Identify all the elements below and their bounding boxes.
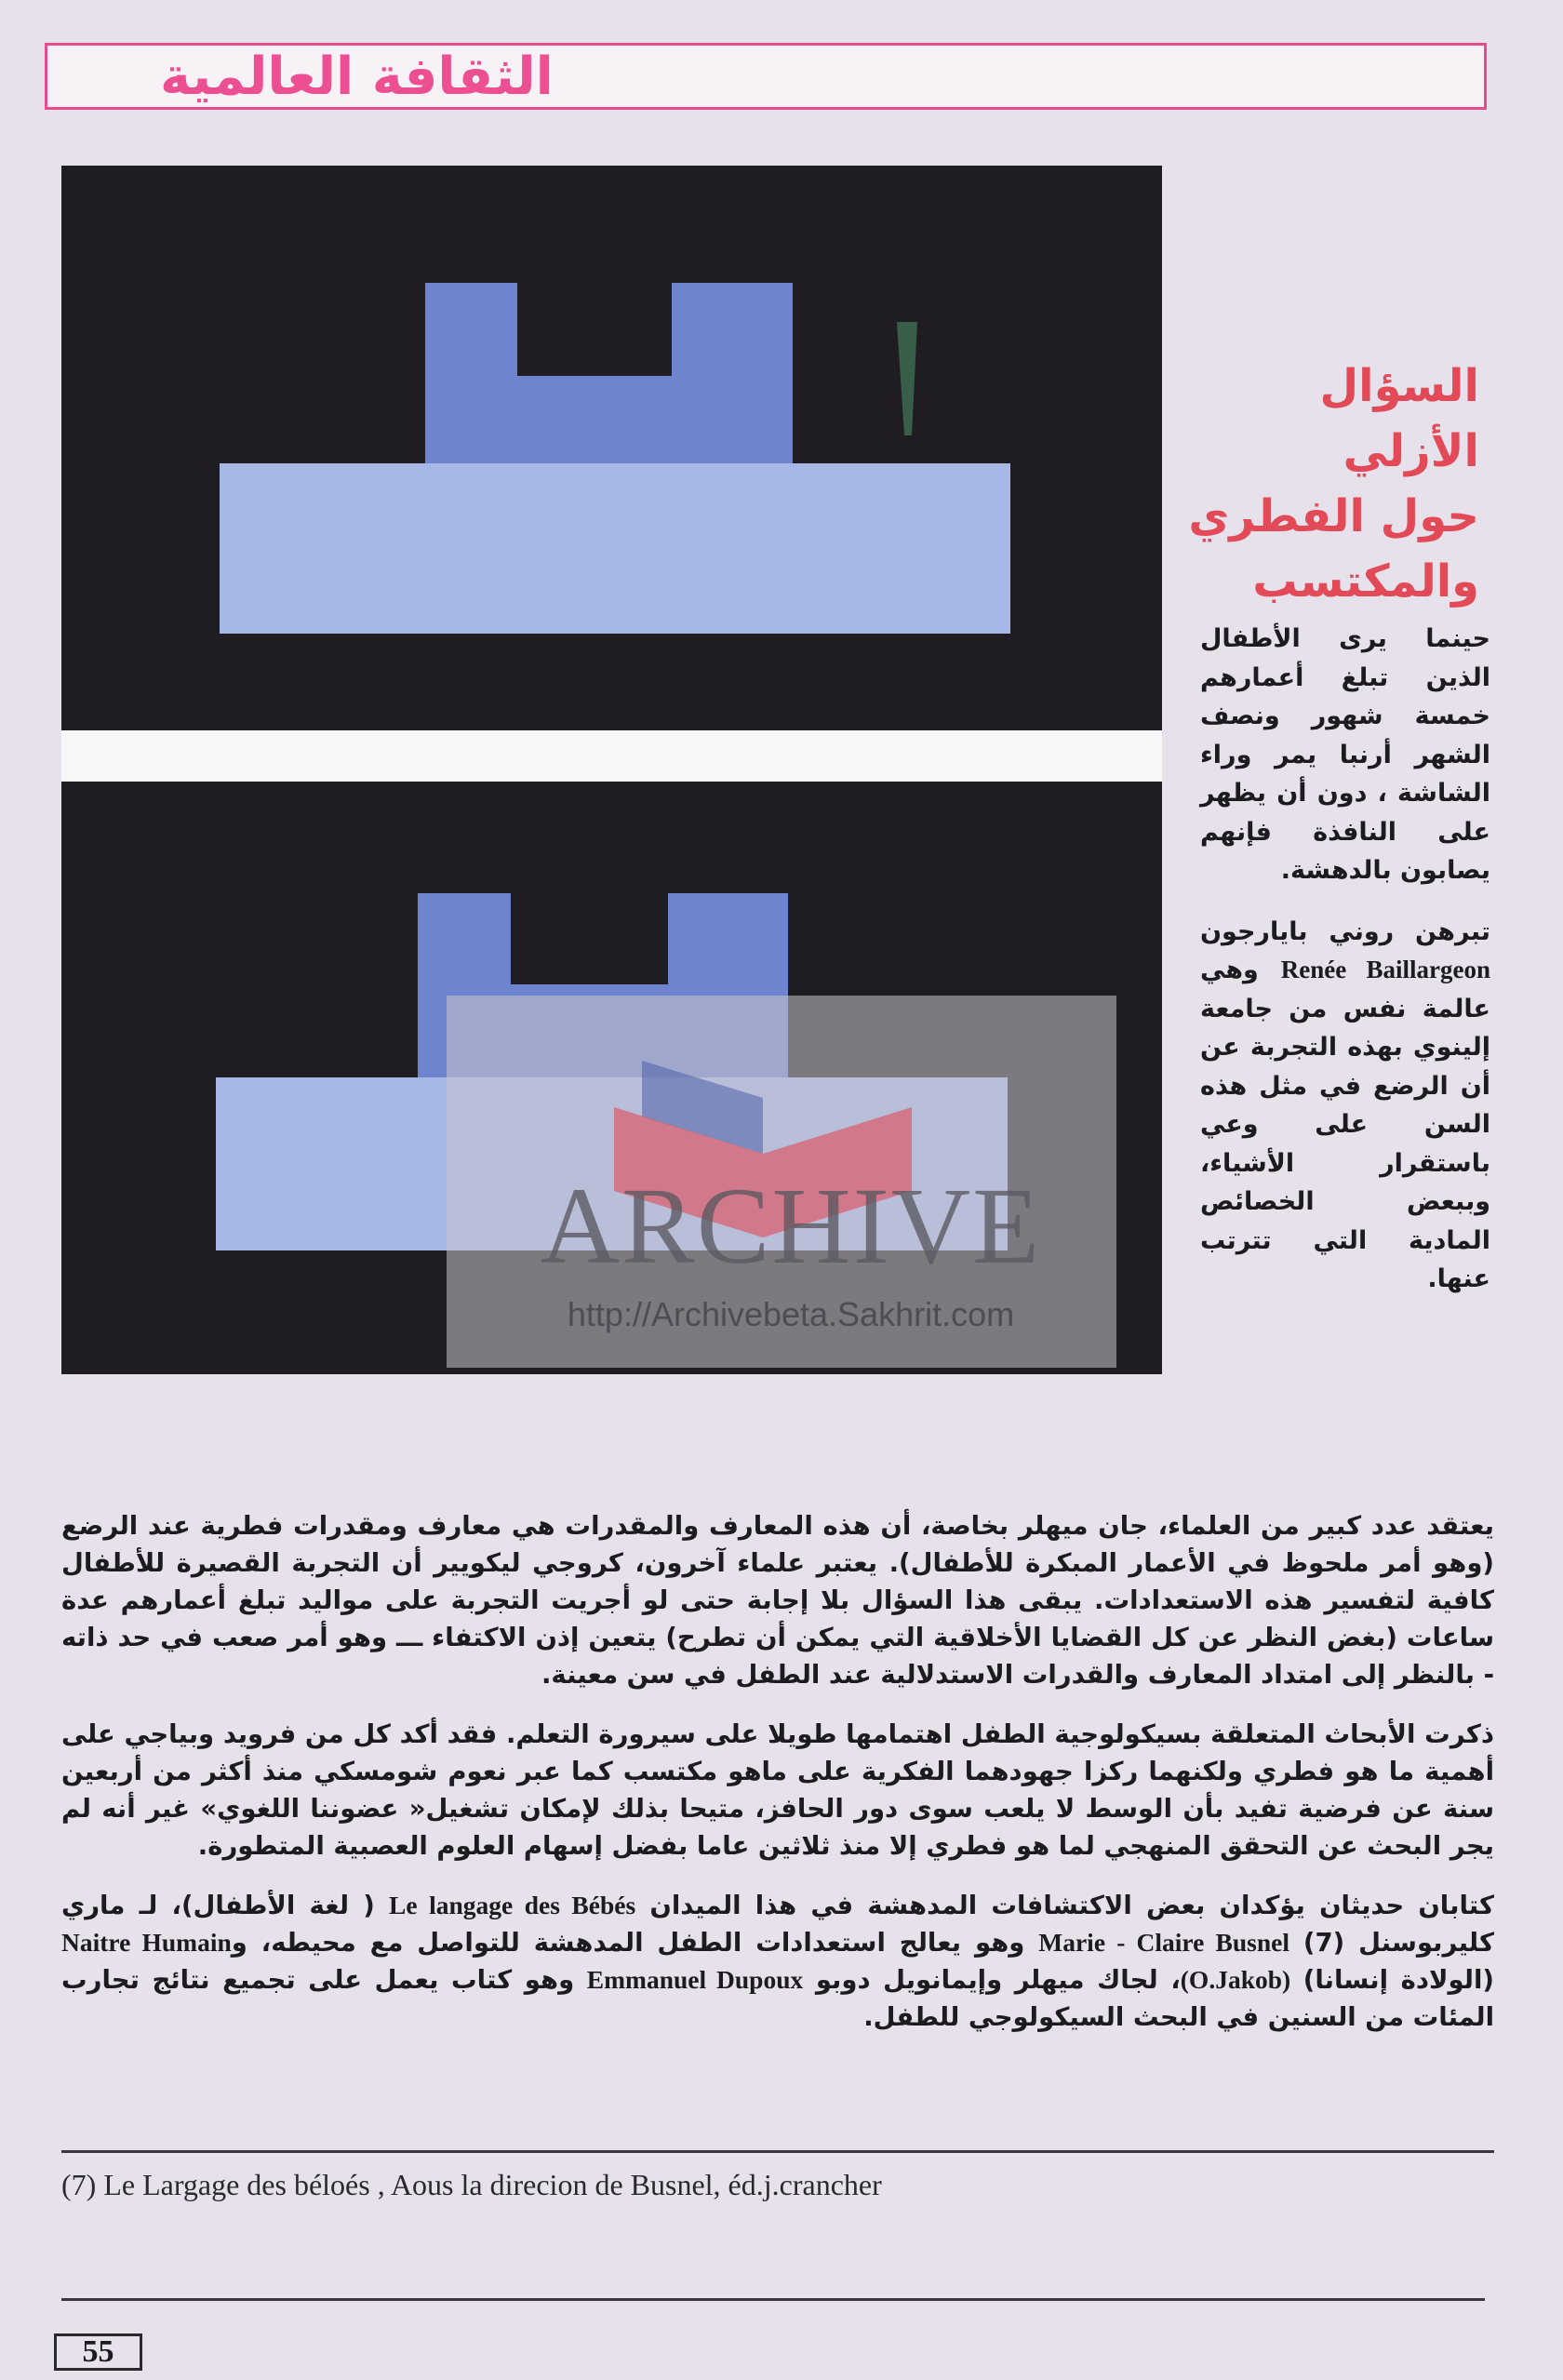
figure-divider (61, 730, 1162, 782)
sidebar-paragraph-2-text-b: وهي عالمة نفس من جامعة إلينوي بهذه التجربة عن أن الرضع في مثل هذه السن على وعي باستقرار الأشياء، وببعض الخصائص المادية التي تترتب عنها. (1200, 956, 1490, 1293)
body-p3-latin-3: Naitre Humain (61, 1928, 232, 1957)
magazine-masthead: الثقافة العالمية (160, 47, 554, 107)
body-p3-latin-2: Marie - Claire Busnel (1038, 1928, 1290, 1957)
article-heading (1182, 354, 1479, 614)
sidebar-latin-name: Renée Baillargeon (1280, 956, 1491, 983)
figure-panel-top-drawing (61, 166, 1162, 730)
rabbit-ears-icon (897, 322, 917, 435)
footnote-rule (61, 2150, 1494, 2153)
body-p3-latin-5: Emmanuel Dupoux (586, 1965, 804, 1994)
watermark-url: http://Archivebeta.Sakhrit.com (567, 1295, 1015, 1333)
body-p3-text-e: ، لجاك ميهلر وإيمانويل دوبو (815, 1965, 1181, 1995)
watermark-title: ARCHIVE (540, 1165, 1042, 1287)
heading-line-2: حول الفطري (1188, 490, 1479, 542)
page-number: 55 (54, 2333, 142, 2371)
sidebar-paragraph-1: حينما يرى الأطفال الذين تبلغ أعمارهم خمسة شهور ونصف الشهر أرنبا يمر وراء الشاشة ، دون أن يظهر على النافذة فإنهم يصابون بالدهشة. (1200, 624, 1490, 885)
body-paragraph-1: يعتقد عدد كبير من العلماء، جان ميهلر بخاصة، أن هذه المعارف والمقدرات هي معارف ومقدرات فطرية عند الرضع (وهو أمر ملحوظ في الأعمار المبكرة للأطفال). يعتبر علماء آخرون، كروجي ليكويير أن التجربة القصيرة للأطفال كافية لتفسير هذه الاستعدادات. يبقى هذا السؤال بلا إجابة حتى لو أجريت التجربة على مواليد تبلغ أعمارهم عدة ساعات (بغض النظر عن كل القضايا الأخلاقية التي يمكن أن تطرح) يتعين إذن الاكتفاء ـــ وهو أمر صعب في حد ذاته - بالنظر إلى امتداد المعارف والقدرات الاستدلالية عند الطفل في سن معينة. (61, 1511, 1494, 1690)
article-body (61, 1507, 1494, 2058)
body-paragraph-2: ذكرت الأبحاث المتعلقة بسيكولوجية الطفل اهتمامها طويلا على سيرورة التعلم. فقد أكد كل من فرويد وبياجي على أهمية ما هو فطري ولكنهما ركزا جهودهما الفكرية على ماهو مكتسب كما عبر نعوم شومسكي منذ أكثر من أربعين سنة عن فرضية تفيد بأن الوسط لا يلعب سوى دور الحافز، متيحا بذلك لإمكان تشغيل« عضوننا اللغوي» غير أنه لم يجر البحث عن التحقق المنهجي لما هو فطري إلا منذ ثلاثين عاما بفضل إسهام العلوم العصبية المتطورة. (61, 1719, 1494, 1861)
body-paragraph-3 (61, 1887, 1494, 2036)
body-p3-latin-4: (O.Jakob) (1180, 1965, 1291, 1994)
sidebar-paragraph-2-text-a: تبرهن روني بايارجون (1200, 916, 1490, 946)
heading-line-1: السؤال الأزلي (1319, 360, 1479, 477)
body-p3-text-f: وهو كتاب يعمل على تجميع نتائج تجارب المئات من السنين في البحث السيكولوجي للطفل. (61, 1965, 1494, 2032)
footer-rule (61, 2298, 1485, 2301)
sidebar-column (1200, 620, 1490, 1321)
body-p3-text-d: (الولادة إنسانا) (1302, 1965, 1494, 1995)
heading-line-3: والمكتسب (1252, 555, 1479, 608)
figure-panel-top (61, 166, 1162, 730)
body-p3-text-b: ( لغة الأطفال)، لـ ماري كليربوسنل (61, 1891, 1495, 1958)
sidebar-paragraph-2 (1200, 913, 1490, 1299)
footnote: (7) Le Largage des béloés , Aous la direcion de Busnel, éd.j.crancher (61, 2168, 882, 2201)
body-p3-latin-1: Le langage des Bébés (389, 1891, 636, 1919)
body-p3-text-c: (7) وهو يعالج استعدادات الطفل المدهشة للتواصل مع محيطه، و (231, 1928, 1345, 1958)
screen-shape-upper (425, 283, 793, 463)
body-p3-text-a: كتابان حديثان يؤكدان بعض الاكتشافات المدهشة في هذا الميدان (649, 1891, 1495, 1920)
screen-shape-base (220, 463, 1010, 634)
